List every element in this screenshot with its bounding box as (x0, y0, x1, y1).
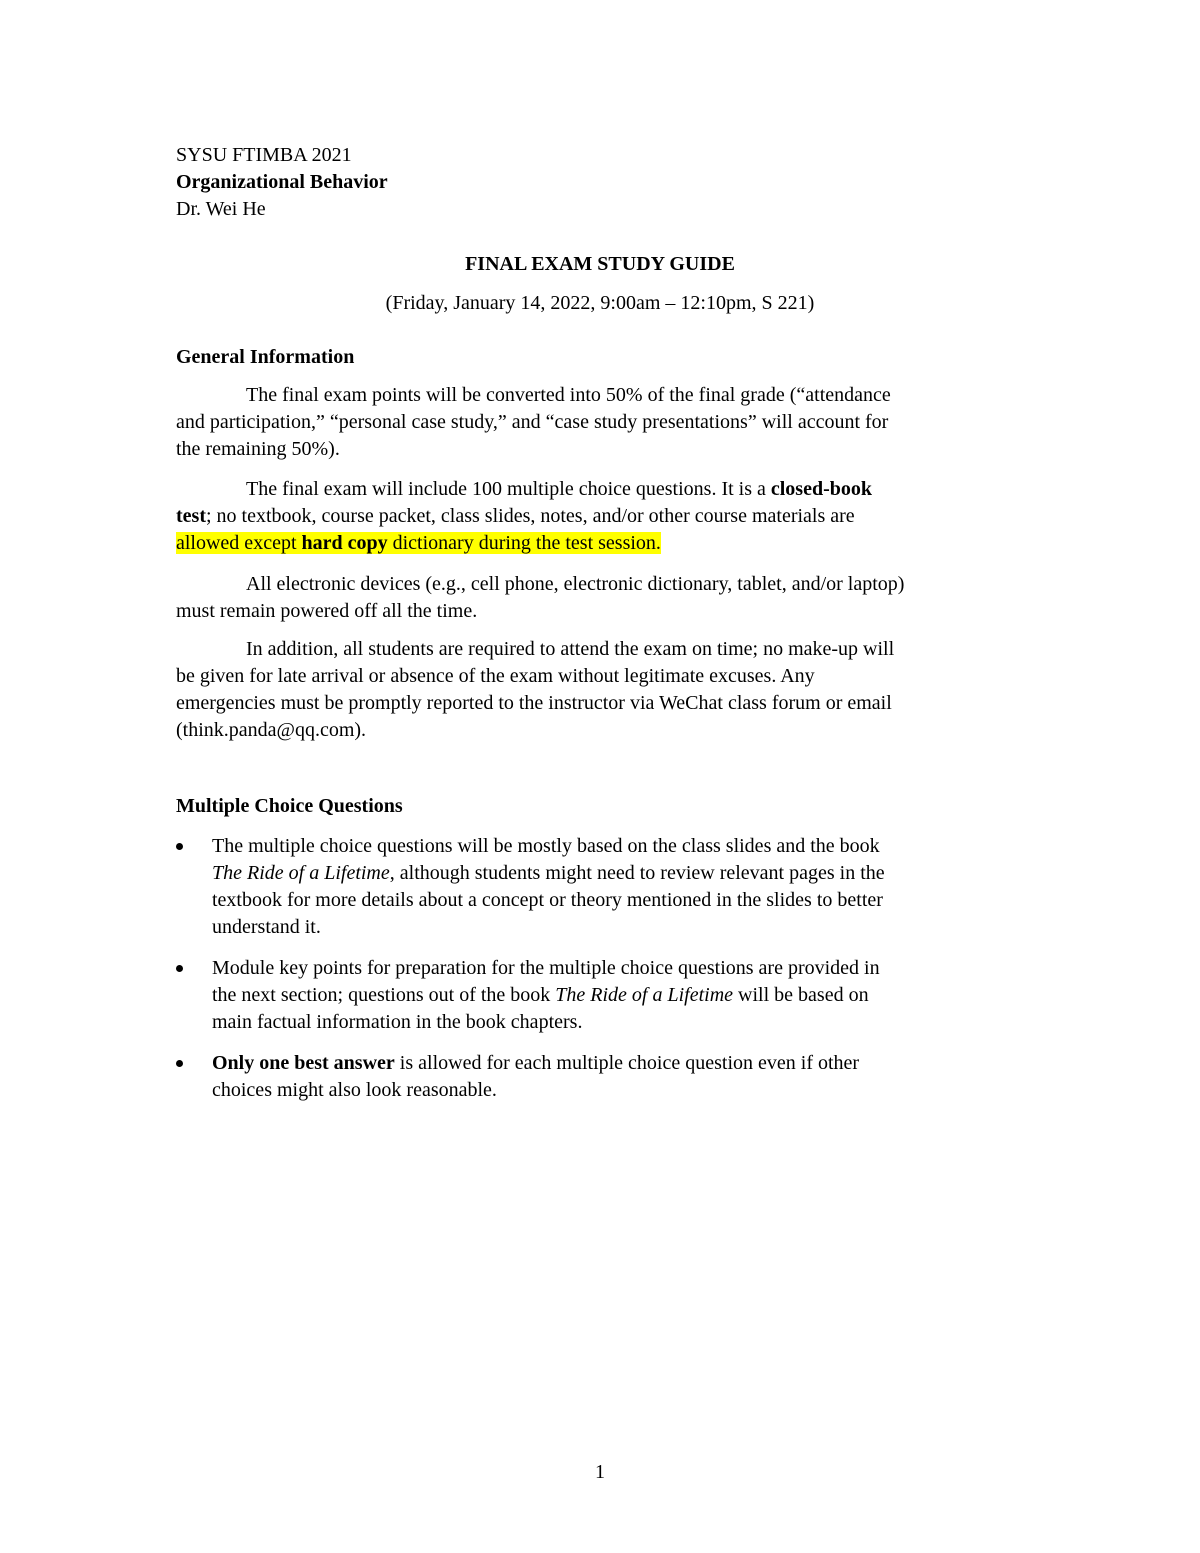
document-header (176, 142, 1026, 223)
page-number: 1 (595, 1461, 605, 1483)
highlighted-text: allowed except hard copy dictionary during the test session. (176, 532, 661, 554)
paragraph-devices: All electronic devices (e.g., cell phone, electronic dictionary, tablet, and/or laptop) must remain powered off all the time. (176, 573, 905, 622)
paragraph-attendance: In addition, all students are required to attend the exam on time; no make-up will be given for late arrival or absence of the exam without legitimate excuses. Any emergencies must be promptly reported to the instructor via WeChat class forum or email (think.panda@qq.com). (176, 636, 1036, 744)
contact-email: (think.panda@qq.com). (176, 719, 367, 741)
list-item: The multiple choice questions will be mostly based on the class slides and the book The Ride of a Lifetime, although students might need to review relevant pages in the textbook for more details about a concept or theory mentioned in the slides to better understand it. (212, 835, 885, 938)
course-title: Organizational Behavior (176, 171, 388, 193)
instructor-name: Dr. Wei He (176, 198, 266, 220)
exam-schedule: (Friday, January 14, 2022, 9:00am – 12:10pm, S 221) (385, 292, 815, 314)
list-item: Only one best answer is allowed for each multiple choice question even if other choices might also look reasonable. (212, 1052, 860, 1101)
page-title: FINAL EXAM STUDY GUIDE (465, 253, 735, 275)
program-name: SYSU FTIMBA 2021 (176, 144, 352, 166)
list-item: Module key points for preparation for the multiple choice questions are provided in the next section; questions out of the book The Ride of a Lifetime will be based on main factual information in the book chapters. (212, 957, 880, 1033)
section-heading-general: General Information (176, 346, 355, 368)
paragraph-grading: The final exam points will be converted into 50% of the final grade (“attendance and participation,” “personal case study,” and “case study presentations” will account for the remaining 50%). (176, 384, 891, 460)
section-heading-mcq: Multiple Choice Questions (176, 795, 403, 817)
paragraph-exam-format: The final exam will include 100 multiple choice questions. It is a closed-book test; no textbook, course packet, class slides, notes, and/or other course materials are allowed except hard copy dictionary during the test session. (176, 478, 872, 554)
